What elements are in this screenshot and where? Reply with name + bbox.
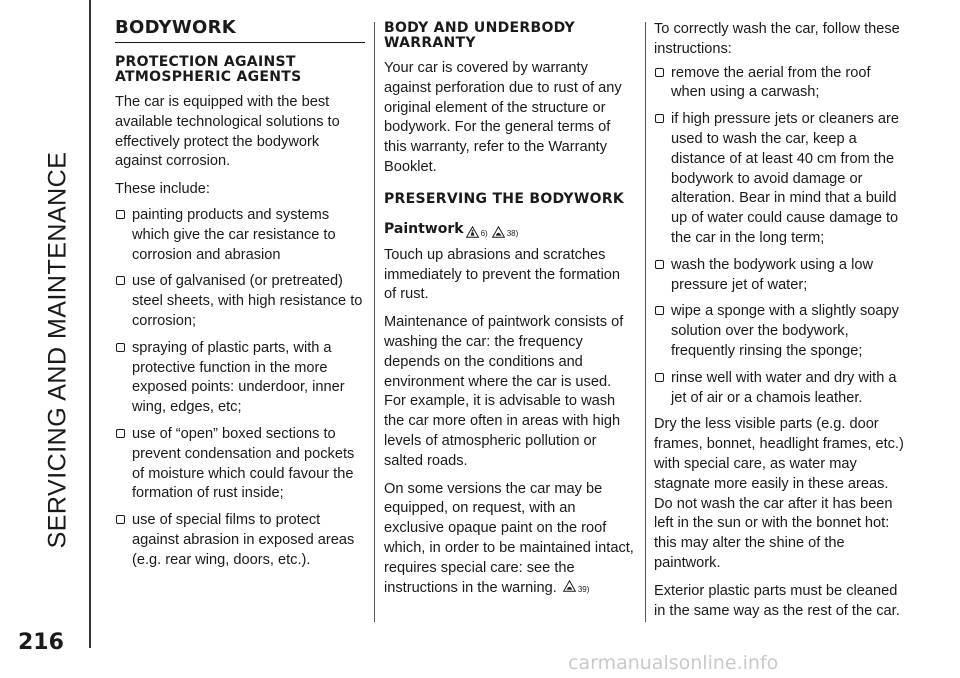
list-item: wash the bodywork using a low pressure jet of water;: [654, 256, 904, 296]
paragraph: The car is equipped with the best available technological solutions to effectively protect the bodywork against corrosion.: [115, 94, 340, 170]
paragraph: Your car is covered by warranty against perforation due to rust of any original element of the structure or bodywork. For the general terms of this warranty, refer to the Warranty Booklet.: [384, 60, 622, 175]
paragraph: [384, 480, 634, 599]
caution-icon: [466, 226, 479, 238]
list-item: if high pressure jets or cleaners are used to wash the car, keep a distance of at least 40 cm from the bodywork to avoid damage or alteration. Bear in mind that a build up of water could cause damage to the car in the long term;: [654, 110, 904, 249]
bullet-list: [654, 64, 904, 409]
paintwork-title: Paintwork: [384, 220, 464, 237]
side-divider: [89, 0, 91, 648]
paragraph: To correctly wash the car, follow these instructions:: [654, 21, 900, 57]
column-2: [384, 18, 634, 606]
paragraph: These include:: [115, 181, 210, 198]
section-heading: BODYWORK: [115, 18, 365, 43]
paragraph: Maintenance of paintwork consists of washing the car: the frequency depends on the conditions and environment where the car is used. For example, it is advisable to wash the car more often in areas with high levels of atmospheric pollution or salted roads.: [384, 314, 624, 469]
column-divider: [645, 22, 646, 622]
footnote-ref: 6): [480, 228, 488, 238]
column-3: [654, 18, 904, 629]
bullet-list: [115, 206, 365, 571]
column-divider: [374, 22, 375, 622]
paragraph: Exterior plastic parts must be cleaned in the same way as the rest of the car.: [654, 582, 900, 619]
list-item: wipe a sponge with a slightly soapy solution over the bodywork, frequently rinsing the sponge;: [654, 302, 904, 361]
warning-icon: [563, 580, 576, 592]
list-item: use of “open” boxed sections to prevent condensation and pockets of moisture which could favour the formation of rust inside;: [115, 425, 365, 504]
subsection-heading: PROTECTION AGAINST ATMOSPHERIC AGENTS: [115, 54, 302, 85]
footnote-ref: 38): [506, 228, 519, 238]
watermark: carmanualsonline.info: [568, 652, 779, 674]
list-item: use of galvanised (or pretreated) steel sheets, with high resistance to corrosion;: [115, 272, 365, 331]
subsection-heading: BODY AND UNDERBODY WARRANTY: [384, 20, 575, 51]
column-1: [115, 18, 365, 578]
list-item: remove the aerial from the roof when using a carwash;: [654, 64, 904, 104]
page-number: 216: [18, 630, 64, 655]
paragraph: Dry the less visible parts (e.g. door frames, bonnet, headlight frames, etc.) with special care, as water may stagnate more easily in these areas. Do not wash the car after it has been left in the sun or with the bonnet hot: this may alter the shine of the paintwork.: [654, 416, 904, 571]
warning-icon: [492, 226, 505, 238]
list-item: rinse well with water and dry with a jet of air or a chamois leather.: [654, 369, 904, 409]
paragraph: Touch up abrasions and scratches immediately to prevent the formation of rust.: [384, 246, 621, 303]
section-side-title: SERVICING AND MAINTENANCE: [43, 151, 72, 549]
list-item: use of special films to protect against abrasion in exposed areas (e.g. rear wing, doors, etc.).: [115, 511, 365, 570]
paragraph-text: On some versions the car may be equipped, on request, with an exclusive opaque paint on the roof which, in order to be maintained intact, requires special care: see the instructions in the warning.: [384, 480, 634, 596]
footnote-ref: 39): [577, 584, 590, 594]
subsection-heading: PRESERVING THE BODYWORK: [384, 190, 625, 207]
list-item: painting products and systems which give the car resistance to corrosion and abrasion: [115, 206, 365, 265]
list-item: spraying of plastic parts, with a protective function in the more exposed points: underdoor, inner wing, edges, etc;: [115, 339, 365, 418]
paintwork-heading: [384, 221, 634, 238]
